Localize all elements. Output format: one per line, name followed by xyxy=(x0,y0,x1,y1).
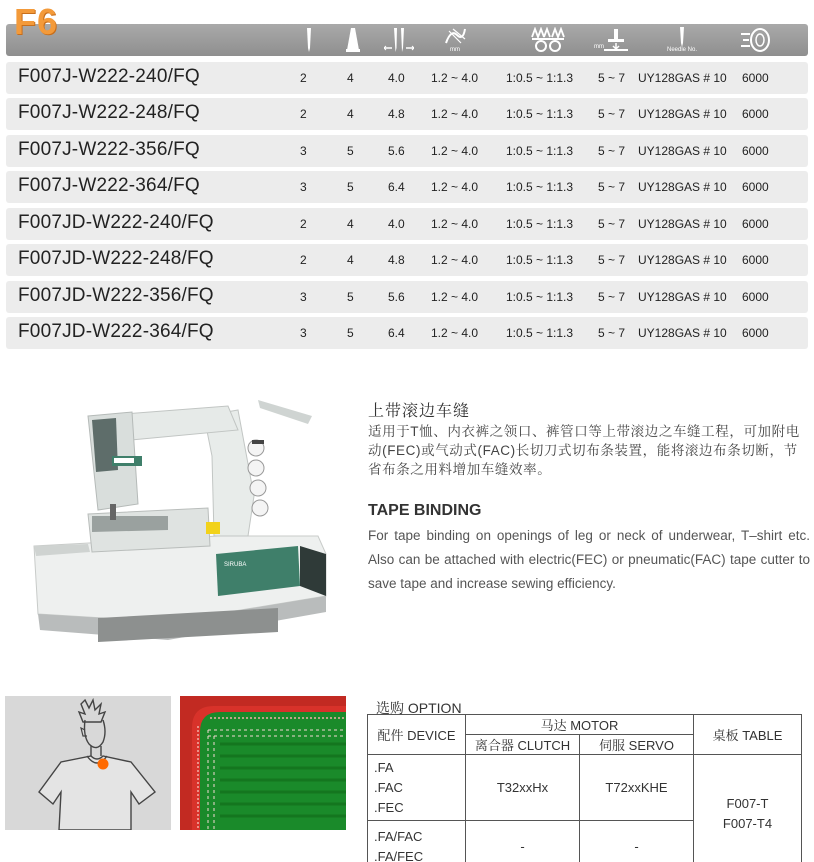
table-list xyxy=(694,755,802,862)
device-item: .FA/FAC xyxy=(374,828,423,844)
needle-gauge: 4.0 xyxy=(388,71,405,85)
max-speed: 6000 xyxy=(742,217,769,231)
presser-lift: 5 ~ 7 xyxy=(598,144,626,158)
presser-lift: 5 ~ 7 xyxy=(598,217,626,231)
thread-count: 4 xyxy=(347,253,354,267)
tshirt-neck-illustration xyxy=(5,696,171,830)
needle-gauge: 4.8 xyxy=(388,253,405,267)
max-speed: 6000 xyxy=(742,71,769,85)
needle-type: UY128GAS # 10 xyxy=(638,253,727,267)
differential-ratio: 1:0.5 ~ 1:1.3 xyxy=(506,290,574,304)
clutch-header: 离合器 CLUTCH xyxy=(466,735,580,755)
presser-foot-lift-icon: mm xyxy=(592,26,632,54)
model-name: F007JD-W222-364/FQ xyxy=(18,321,214,342)
needle-type: UY128GAS # 10 xyxy=(638,71,727,85)
servo-header: 伺服 SERVO xyxy=(580,735,694,755)
needle-icon xyxy=(302,26,316,54)
needle-count: 3 xyxy=(300,326,307,340)
spec-row xyxy=(6,135,808,167)
speed-icon xyxy=(738,26,772,54)
stitch-length: 1.2 ~ 4.0 xyxy=(431,144,479,158)
differential-ratio: 1:0.5 ~ 1:1.3 xyxy=(506,253,574,267)
neck-binding-marker xyxy=(98,759,109,770)
presser-lift: 5 ~ 7 xyxy=(598,71,626,85)
needle-type: UY128GAS # 10 xyxy=(638,326,727,340)
needle-gauge: 6.4 xyxy=(388,180,405,194)
spec-row xyxy=(6,171,808,203)
needle-gauge: 6.4 xyxy=(388,326,405,340)
description-title-en: TAPE BINDING xyxy=(368,502,482,519)
tape-binding-sample-image xyxy=(180,696,346,830)
needle-type: UY128GAS # 10 xyxy=(638,180,727,194)
stitch-length: 1.2 ~ 4.0 xyxy=(431,71,479,85)
needle-gauge: 5.6 xyxy=(388,290,405,304)
differential-ratio: 1:0.5 ~ 1:1.3 xyxy=(506,326,574,340)
thread-count: 4 xyxy=(347,217,354,231)
motor-header: 马达 MOTOR xyxy=(466,715,694,735)
needle-type: UY128GAS # 10 xyxy=(638,290,727,304)
model-name: F007J-W222-248/FQ xyxy=(18,102,200,123)
device-item: .FEC xyxy=(374,799,404,815)
model-name: F007J-W222-364/FQ xyxy=(18,175,200,196)
spec-table-header xyxy=(6,24,808,56)
differential-ratio: 1:0.5 ~ 1:1.3 xyxy=(506,71,574,85)
device-item: .FA xyxy=(374,759,394,775)
max-speed: 6000 xyxy=(742,326,769,340)
thread-count: 5 xyxy=(347,290,354,304)
device-header: 配件 DEVICE xyxy=(368,715,466,755)
presser-lift: 5 ~ 7 xyxy=(598,180,626,194)
differential-ratio: 1:0.5 ~ 1:1.3 xyxy=(506,180,574,194)
needle-count: 2 xyxy=(300,71,307,85)
thread-count: 5 xyxy=(347,144,354,158)
clutch-value-a: T32xxHx xyxy=(466,755,580,821)
needle-count: 2 xyxy=(300,107,307,121)
option-title: 选购 OPTION xyxy=(376,700,462,716)
needle-type: UY128GAS # 10 xyxy=(638,144,727,158)
device-item: .FA/FEC xyxy=(374,848,424,862)
series-title: F6 xyxy=(14,1,59,42)
needle-gauge: 5.6 xyxy=(388,144,405,158)
spec-row xyxy=(6,62,808,94)
needle-count: 2 xyxy=(300,217,307,231)
table-header: 桌板 TABLE xyxy=(694,715,802,755)
thread-cone-icon xyxy=(344,26,362,54)
stitch-length-icon: mm xyxy=(442,26,468,54)
description-body-en: For tape binding on openings of leg or neck of underwear, T–shirt etc. Also can be attached with electric(FEC) or pneumatic(FAC) tape cutter to save tape and increase sewing efficiency. xyxy=(368,528,810,591)
stitch-length: 1.2 ~ 4.0 xyxy=(431,326,479,340)
max-speed: 6000 xyxy=(742,144,769,158)
device-item: .FAC xyxy=(374,779,403,795)
spec-row xyxy=(6,317,808,349)
brand-label: SIRUBA xyxy=(224,562,247,568)
max-speed: 6000 xyxy=(742,253,769,267)
table-item: F007-T4 xyxy=(722,815,773,831)
spec-row xyxy=(6,208,808,240)
differential-ratio: 1:0.5 ~ 1:1.3 xyxy=(506,107,574,121)
max-speed: 6000 xyxy=(742,180,769,194)
needle-gauge: 4.8 xyxy=(388,107,405,121)
table-item: F007-T xyxy=(726,795,769,811)
device-list-b xyxy=(368,821,466,862)
thread-count: 5 xyxy=(347,326,354,340)
stitch-length: 1.2 ~ 4.0 xyxy=(431,217,479,231)
needle-no-icon: Needle No. xyxy=(662,26,702,54)
stitch-length: 1.2 ~ 4.0 xyxy=(431,107,479,121)
sewing-machine-image xyxy=(28,386,338,648)
differential-ratio: 1:0.5 ~ 1:1.3 xyxy=(506,144,574,158)
clutch-value-b: - xyxy=(466,821,580,862)
thread-count: 4 xyxy=(347,107,354,121)
option-table xyxy=(367,714,802,862)
max-speed: 6000 xyxy=(742,107,769,121)
description-title-cn: 上带滚边车缝 xyxy=(368,403,471,420)
stitch-length: 1.2 ~ 4.0 xyxy=(431,290,479,304)
servo-value-a: T72xxKHE xyxy=(580,755,694,821)
description-body-cn: 适用于T恤、内衣裤之领口、裤管口等上带滚边之车缝工程，可加附电动(FEC)或气动式(FAC)长切刀式切布条装置，能将滚边布条切断，节省布条之用料增加车缝效率。 xyxy=(368,424,800,477)
model-name: F007J-W222-240/FQ xyxy=(18,66,200,87)
model-name: F007JD-W222-356/FQ xyxy=(18,285,214,306)
needle-gauge: 4.0 xyxy=(388,217,405,231)
presser-lift: 5 ~ 7 xyxy=(598,253,626,267)
differential-feed-icon xyxy=(528,26,568,54)
spec-row xyxy=(6,98,808,130)
presser-lift: 5 ~ 7 xyxy=(598,107,626,121)
max-speed: 6000 xyxy=(742,290,769,304)
stitch-length: 1.2 ~ 4.0 xyxy=(431,253,479,267)
needle-gauge-icon xyxy=(382,26,416,54)
thread-count: 5 xyxy=(347,180,354,194)
presser-lift: 5 ~ 7 xyxy=(598,326,626,340)
needle-count: 2 xyxy=(300,253,307,267)
needle-count: 3 xyxy=(300,144,307,158)
device-list-a xyxy=(368,755,466,821)
presser-lift: 5 ~ 7 xyxy=(598,290,626,304)
needle-count: 3 xyxy=(300,180,307,194)
model-name: F007JD-W222-240/FQ xyxy=(18,212,214,233)
model-name: F007J-W222-356/FQ xyxy=(18,139,200,160)
model-name: F007JD-W222-248/FQ xyxy=(18,248,214,269)
spec-row xyxy=(6,281,808,313)
needle-type: UY128GAS # 10 xyxy=(638,107,727,121)
stitch-length: 1.2 ~ 4.0 xyxy=(431,180,479,194)
needle-type: UY128GAS # 10 xyxy=(638,217,727,231)
differential-ratio: 1:0.5 ~ 1:1.3 xyxy=(506,217,574,231)
thread-count: 4 xyxy=(347,71,354,85)
servo-value-b: - xyxy=(580,821,694,862)
needle-count: 3 xyxy=(300,290,307,304)
spec-row xyxy=(6,244,808,276)
